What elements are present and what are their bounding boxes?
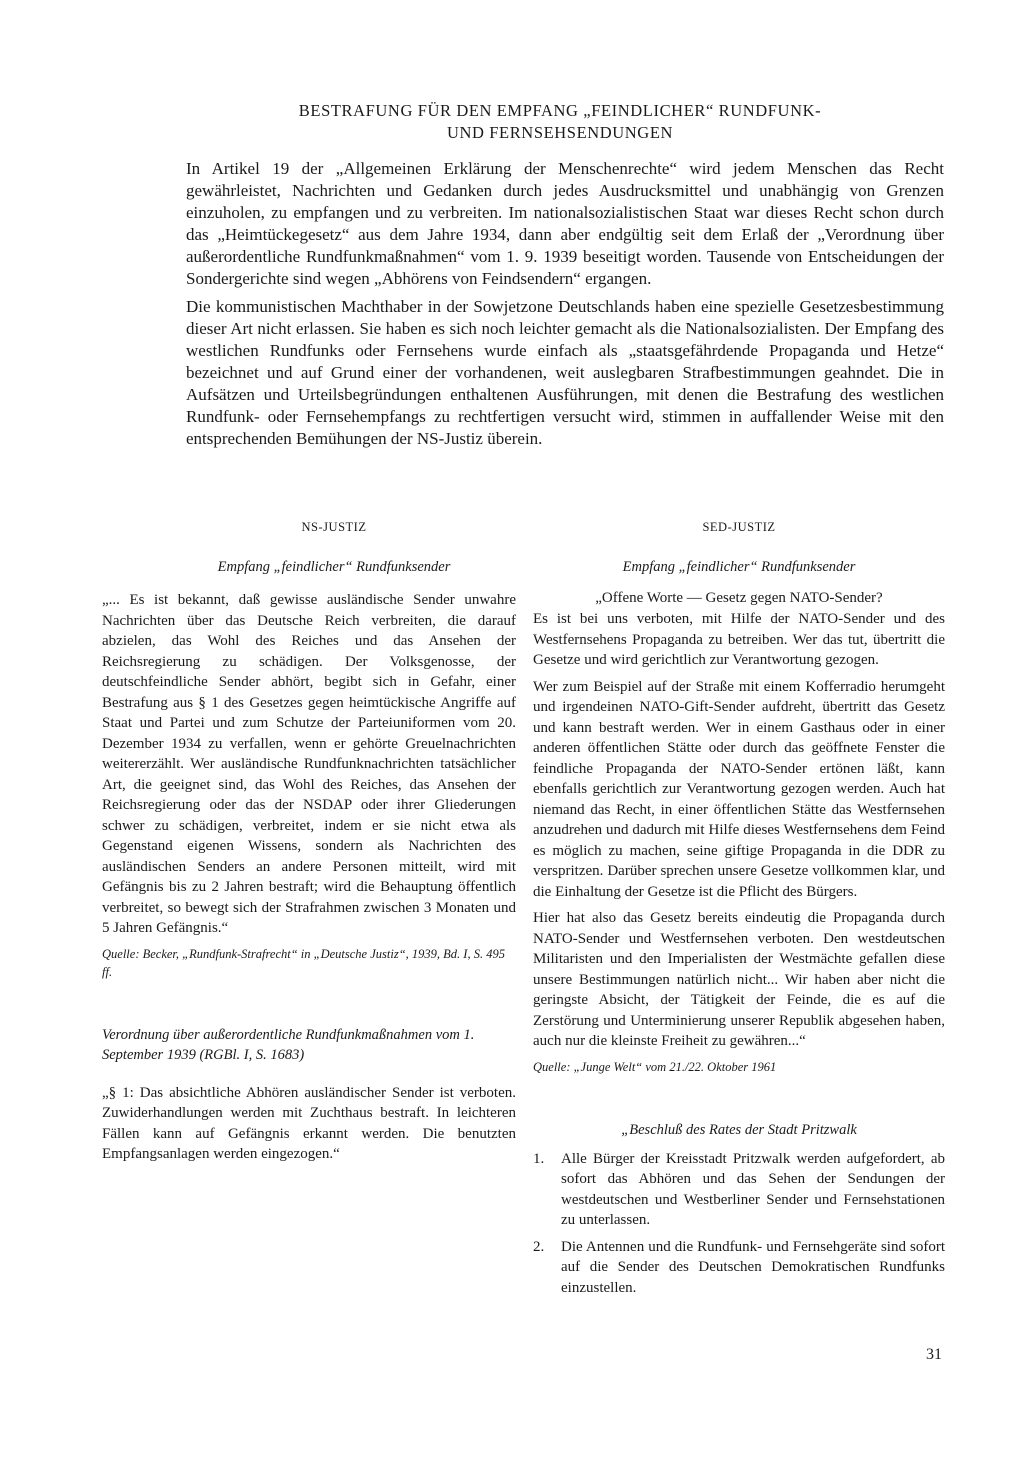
intro-section — [186, 158, 944, 456]
sed-justiz-source: Quelle: „Junge Welt“ vom 21./22. Oktober 1961 — [533, 1059, 777, 1074]
sed-paragraph-1: Es ist bei uns verboten, mit Hilfe der NATO-Sender und des Westfernsehens Propaganda zu betreiben. Wer das tut, übertritt die Gesetze und wird gerichtlich zur Verantwortung gezogen. — [533, 611, 945, 668]
offene-worte-heading: „Offene Worte — Gesetz gegen NATO-Sender? — [595, 590, 883, 606]
list-item-text: Alle Bürger der Kreisstadt Pritzwalk werden aufgefordert, ab sofort das Abhören und das Sehen der Sendungen der westdeutschen und Westberliner Sender und Fernsehstationen zu unterlassen. — [561, 1150, 945, 1228]
sed-paragraph-2: Wer zum Beispiel auf der Straße mit einem Kofferradio herumgeht und irgendeinen NATO-Gift-Sender aufdreht, übertritt das Gesetz und kann bestraft werden. Wer in einem Gasthaus oder in einer anderen öffentlichen Stätte oder durch das geöffnete Fenster die feindliche Propaganda der NATO-Sender ertönen läßt, kann ebenfalls gerichtlich zur Verantwortung gezogen werden. Auch hat niemand das Recht, in einer öffentlichen Stätte das Westfernsehen anzudrehen und dadurch mit Hilfe dieses Westfernsehens dem Feind es möglich zu machen, seine giftige Propaganda in die DDR zu verspritzen. Darüber sprechen unsere Gesetze vollkommen klar, und die Einhaltung der Gesetze ist die Pflicht des Bürgers. — [533, 678, 945, 900]
sed-justiz-subheading: Empfang „feindlicher“ Rundfunksender — [622, 559, 856, 575]
sed-justiz-heading: SED-JUSTIZ — [702, 520, 776, 534]
list-item — [533, 1149, 945, 1231]
list-item-number: 2. — [533, 1238, 545, 1255]
intro-paragraph-1: In Artikel 19 der „Allgemeinen Erklärung der Menschenrechte“ wird jedem Menschen das Recht gewährleistet, Nachrichten und Gedanken durch jedes Ausdrucksmittel und unabhängig von Grenzen einzuholen, zu empfangen und zu verbreiten. Im nationalsozialistischen Staat war dieses Recht schon durch das „Heimtückegesetz“ aus dem Jahre 1934, dann aber endgültig seit dem Erlaß der „Verordnung über außerordentliche Rundfunkmaßnahmen“ vom 1. 9. 1939 beseitigt worden. Tausende von Entscheidungen der Sondergerichte sind wegen „Abhörens von Feindsendern“ ergangen. — [186, 159, 944, 288]
decree-title: Verordnung über außerordentliche Rundfunkmaßnahmen vom 1. September 1939 (RGBl. I, S. 1683) — [102, 1026, 475, 1063]
page-title-line-1: BESTRAFUNG FÜR DEN EMPFANG „FEINDLICHER“ RUNDFUNK- — [298, 101, 822, 120]
ns-justiz-quote: „... Es ist bekannt, daß gewisse ausländische Sender unwahre Nachrichten über das Deutsche Reich verbreiten, die darauf abzielen, das Wohl des Reiches und das Ansehen der Reichsregierung zu schädigen. Der Volksgenosse, der deutschfeindliche Sender abhört, begibt sich in Gefahr, einer Bestrafung aus § 1 des Gesetzes gegen heimtückische Angriffe auf Staat und Partei und zum Schutze der Parteiuniformen vom 20. Dezember 1934 zu verfallen, wenn er gehörte Greuelnachrichten weitererzählt. Wer ausländische Rundfunknachrichten tatsächlicher Art, die geeignet sind, das Wohl des Reiches, das Ansehen der Reichsregierung oder das der NSDAP oder ihrer Gliederungen schwer zu schädigen, verbreitet, indem er sie nicht etwa als Gegenstand eigenen Wissens, sondern als Nachrichten des ausländischen Senders an andere Personen mitteilt, wird mit Gefängnis bis zu 2 Jahren bestraft; wird die Behauptung öffentlich verbreitet, so bewegt sich der Strafrahmen zwischen 3 Monaten und 5 Jahren Gefängnis.“ — [102, 592, 516, 936]
ns-justiz-subheading: Empfang „feindlicher“ Rundfunksender — [217, 559, 451, 575]
sed-paragraph-3: Hier hat also das Gesetz bereits eindeutig die Propaganda durch NATO-Sender und Westfernsehen verboten. Den westdeutschen Militaristen und den Imperialisten der Westmächte gefallen diese unsere Bestimmungen natürlich nicht... Wir haben aber nicht die geringste Absicht, der Tätigkeit der Feinde, die es auf die Zerstörung und Unterminierung unserer Republik abgesehen haben, auch nur die kleinste Freiheit zu gewähren...“ — [533, 910, 945, 1049]
decree-text: „§ 1: Das absichtliche Abhören ausländischer Sender ist verboten. Zuwiderhandlungen werden mit Zuchthaus bestraft. In leichteren Fällen kann auf Gefängnis erkannt werden. Die benutzten Empfangsanlagen werden eingezogen.“ — [102, 1084, 516, 1162]
ns-justiz-source: Quelle: Becker, „Rundfunk-Strafrecht“ in „Deutsche Justiz“, 1939, Bd. I, S. 495 ff. — [102, 946, 505, 979]
ns-justiz-column — [102, 520, 516, 1171]
list-item-text: Die Antennen und die Rundfunk- und Fernsehgeräte sind sofort auf die Sender des Deutschen Demokratischen Rundfunks einzustellen. — [561, 1238, 945, 1296]
sed-justiz-column — [533, 520, 945, 1304]
page-title-line-2: UND FERNSEHSENDUNGEN — [446, 123, 674, 142]
page-number: 31 — [926, 1346, 942, 1363]
list-item-number: 1. — [533, 1150, 545, 1167]
list-item — [533, 1237, 945, 1299]
intro-paragraph-2: Die kommunistischen Machthaber in der Sowjetzone Deutschlands haben eine spezielle Gesetzesbestimmung dieser Art nicht erlassen. Sie haben es sich noch leichter gemacht als die Nationalsozialisten. Der Empfang des westlichen Rundfunks oder Fernsehens wurde einfach als „staatsgefährdende Propaganda und Hetze“ bezeichnet und auf Grund einer der vorhandenen, weit auslegbaren Strafbestimmungen geahndet. Die in Aufsätzen und Urteilsbegründungen enthaltenen Ausführungen, mit denen die Bestrafung des westlichen Rundfunk- oder Fernsehempfangs zu rechtfertigen versucht wird, stimmen in auffallender Weise mit den entsprechenden Bemühungen der NS-Justiz überein. — [186, 297, 944, 448]
pritzwalk-heading: „Beschluß des Rates der Stadt Pritzwalk — [621, 1121, 857, 1138]
ns-justiz-heading: NS-JUSTIZ — [301, 520, 367, 534]
page-title — [270, 100, 850, 144]
pritzwalk-list — [533, 1149, 945, 1299]
